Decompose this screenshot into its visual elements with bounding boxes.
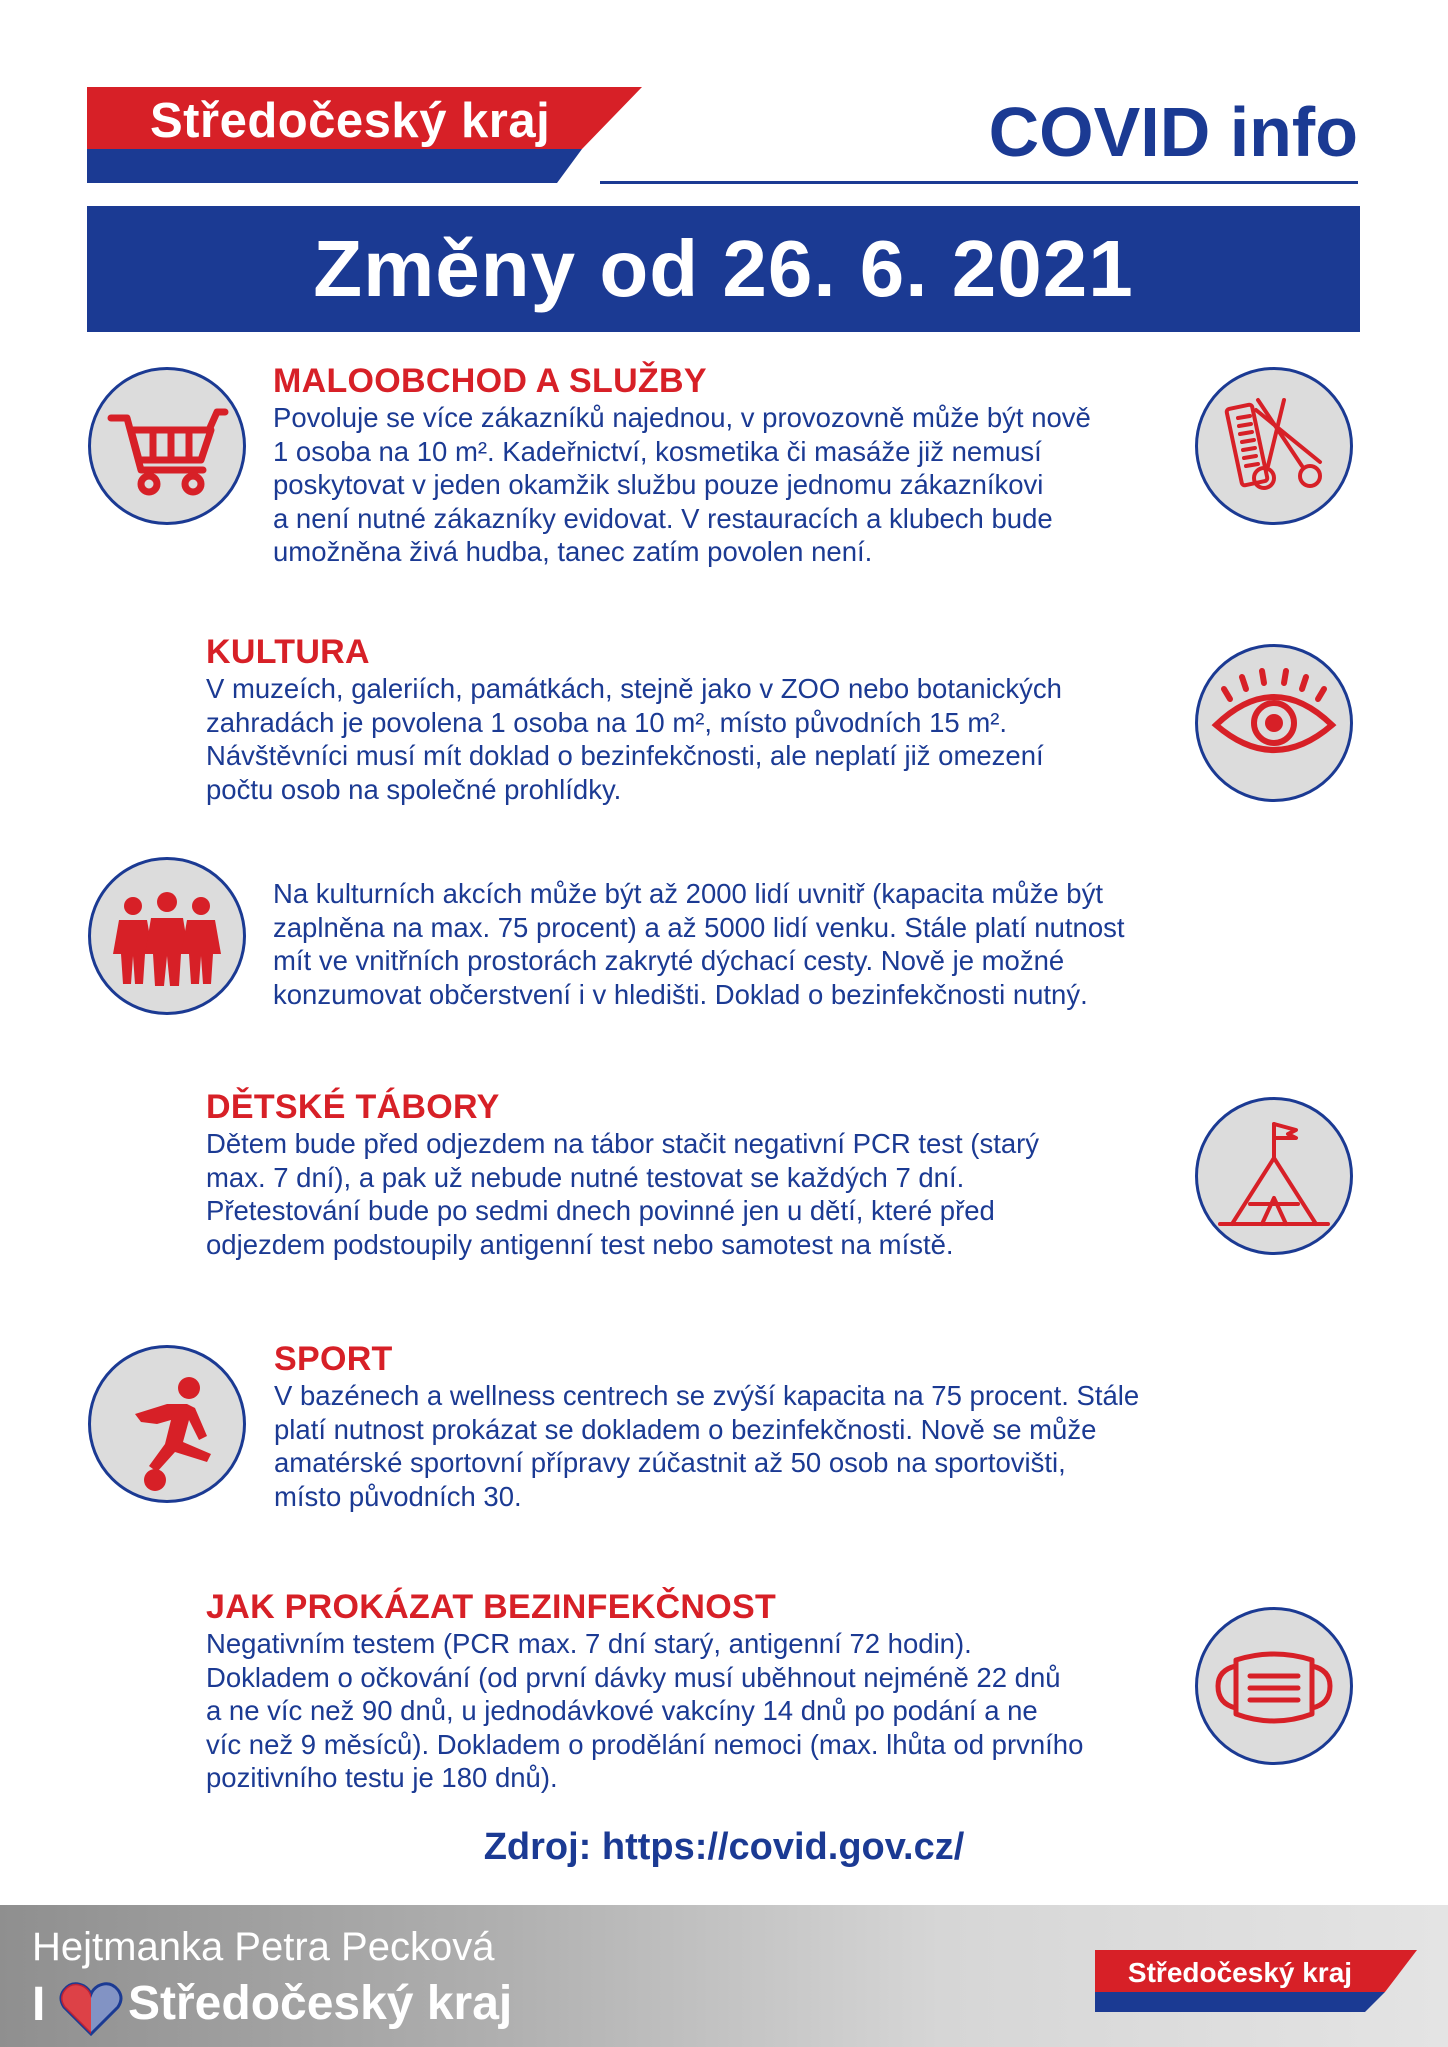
section-body-proof: Negativním testem (PCR max. 7 dní starý, antigenní 72 hodin). Dokladem o očkování (od první dávky musí uběhnout nejméně 22 dnů a ne víc než 90 dnů, u jednodávkové vakcíny 14 dnů po podání a ne víc než 9 měsíců). Dokladem o prodělání nemoci (max. lhůta od prvního pozitivního testu je 180 dnů). [206, 1628, 1084, 1794]
section-body-camps: Dětem bude před odjezdem na tábor stačit negativní PCR test (starý max. 7 dní), a pak už nebude nutné testovat se každých 7 dní. Přetestování bude po sedmi dnech povinné jen u dětí, které před odjezdem podstoupily antigenní test nebo samotest na místě. [206, 1128, 1040, 1260]
football-player-icon [88, 1345, 246, 1503]
section-heading-retail: MALOOBCHOD A SLUŽBY [273, 362, 707, 400]
footer-region-name: Středočeský kraj [128, 1977, 513, 2030]
page-title: Změny od 26. 6. 2021 [313, 224, 1134, 313]
title-banner [87, 206, 1360, 332]
footer-governor-name: Hejtmanka Petra Pecková [32, 1925, 495, 1969]
section-body-retail: Povoluje se více zákazníků najednou, v provozovně může být nově 1 osoba na 10 m². Kadeřnictví, kosmetika či masáže již nemusí poskytovat v jeden okamžik službu pouze jednomu zákazníkovi a není nutné zákazníky evidovat. V restauracích a klubech bude umožněna živá hudba, tanec zatím povolen není. [273, 402, 1091, 568]
tent-icon [1195, 1097, 1353, 1255]
brand-name: Středočeský kraj [150, 94, 551, 148]
footer-logo-text: Středočeský kraj [1127, 1957, 1353, 1988]
heart-icon [58, 1980, 124, 2036]
eye-icon [1195, 644, 1353, 802]
section-heading-camps: DĚTSKÉ TÁBORY [206, 1088, 500, 1126]
source-link[interactable]: Zdroj: https://covid.gov.cz/ [483, 1826, 965, 1868]
footer-i-letter: I [32, 1978, 46, 2031]
covid-info-label: COVID info [988, 93, 1358, 171]
crowd-icon [88, 857, 246, 1015]
barber-tools-icon [1195, 367, 1353, 525]
section-body-sport: V bazénech a wellness centrech se zvýší kapacita na 75 procent. Stále platí nutnost prokázat se dokladem o bezinfekčnosti. Nově se může amatérské sportovní přípravy zúčastnit až 50 osob na sportovišti, místo původních 30. [274, 1380, 1140, 1512]
section-heading-proof: JAK PROKÁZAT BEZINFEKČNOST [206, 1588, 777, 1626]
section-heading-sport: SPORT [274, 1340, 393, 1378]
section-body-events: Na kulturních akcích může být až 2000 lidí uvnitř (kapacita může být zaplněna na max. 75 procent) a až 5000 lidí venku. Stále platí nutnost mít ve vnitřních prostorách zakryté dýchací cesty. Nově je možné konzumovat občerstvení i v hledišti. Doklad o bezinfekčnosti nutný. [273, 878, 1125, 1010]
header-divider [600, 181, 1358, 184]
face-mask-icon [1195, 1607, 1353, 1765]
section-heading-culture: KULTURA [206, 633, 370, 671]
cart-icon [88, 367, 246, 525]
section-body-culture: V muzeích, galeriích, památkách, stejně jako v ZOO nebo botanických zahradách je povolena 1 osoba na 10 m², místo původních 15 m². Návštěvníci musí mít doklad o bezinfekčnosti, ale neplatí již omezení počtu osob na společné prohlídky. [206, 673, 1062, 805]
